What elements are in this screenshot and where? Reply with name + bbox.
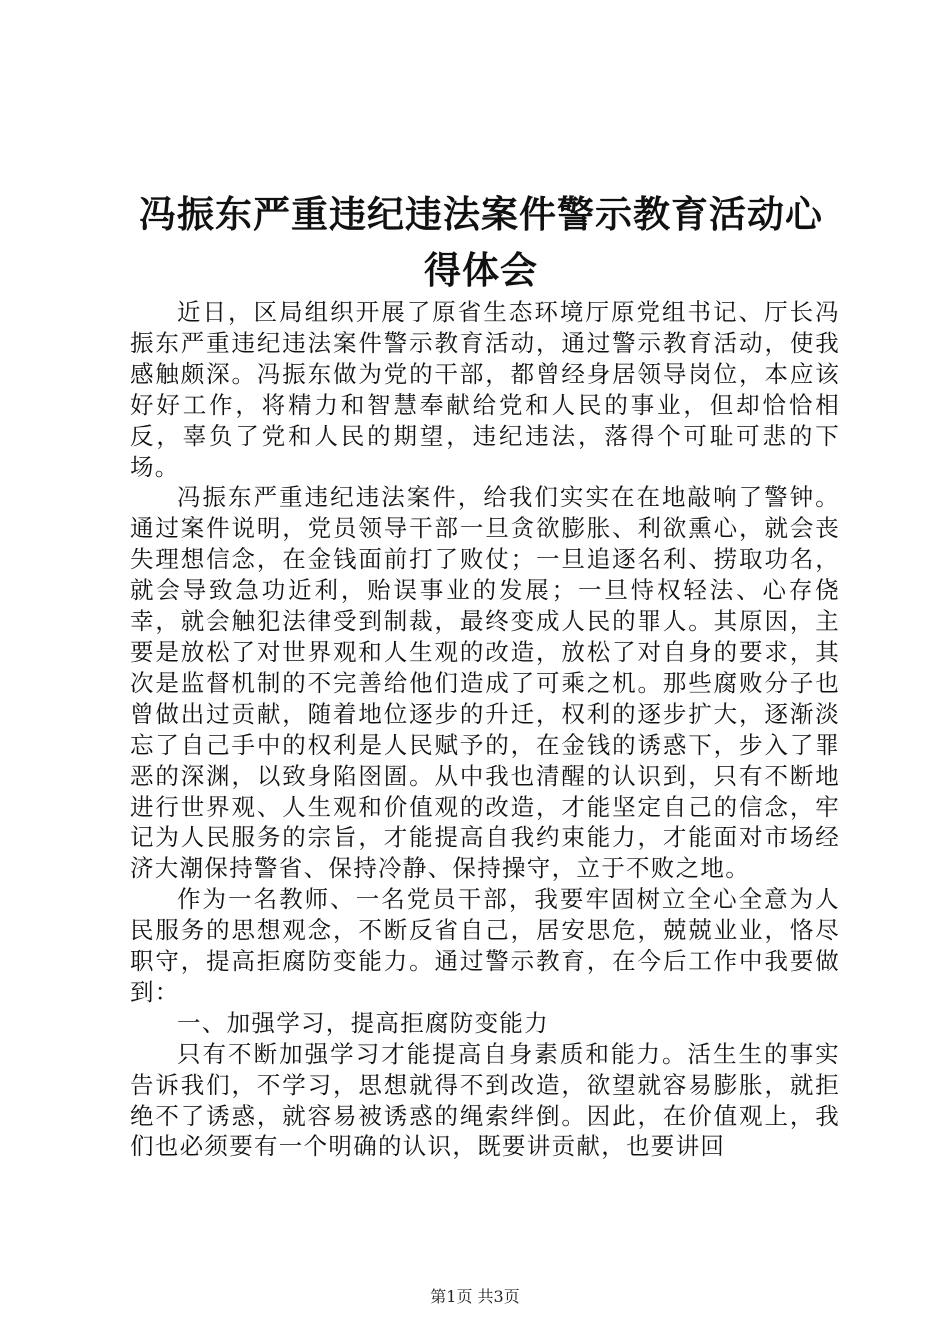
paragraph-case-analysis: 冯振东严重违纪违法案件，给我们实实在在地敲响了警钟。通过案件说明，党员领导干部一旦贪欲膨胀、利欲熏心，就会丧失理想信念，在金钱面前打了败仗；一旦追逐名利、捞取功名，就会导致急功近利，贻误事业的发展；一旦恃权轻法、心存侥幸，就会触犯法律受到制裁，最终变成人民的罪人。其原因，主要是放松了对世界观和人生观的改造，放松了对自身的要求，其次是监督机制的不完善给他们造成了可乘之机。那些腐败分子也曾做出过贡献，随着地位逐步的升迁，权利的逐步扩大，逐渐淡忘了自己手中的权利是人民赋予的，在金钱的诱惑下，步入了罪恶的深渊，以致身陷囹圄。从中我也清醒的认识到，只有不断地进行世界观、人生观和价值观的改造，才能坚定自己的信念，牢记为人民服务的宗旨，才能提高自我约束能力，才能面对市场经济大潮保持警省、保持冷静、保持操守，立于不败之地。 xyxy=(130,483,840,883)
paragraph-intro: 近日，区局组织开展了原省生态环境厅原党组书记、厅长冯振东严重违纪违法案件警示教育活动，通过警示教育活动，使我感触颇深。冯振东做为党的干部，都曾经身居领导岗位，本应该好好工作，将精力和智慧奉献给党和人民的事业，但却恰恰相反，辜负了党和人民的期望，违纪违法，落得个可耻可悲的下场。 xyxy=(130,298,840,481)
document-title: 冯振东严重违纪违法案件警示教育活动心得体会 xyxy=(139,192,823,292)
paragraph-learning: 只有不断加强学习才能提高自身素质和能力。活生生的事实告诉我们，不学习，思想就得不到改造，欲望就容易膨胀，就拒绝不了诱惑，就容易被诱惑的绳索绊倒。因此，在价值观上，我们也必须要有一个明确的认识，既要讲贡献，也要讲回 xyxy=(130,1039,840,1161)
section-heading-1: 一、加强学习，提高拒腐防变能力 xyxy=(177,1008,549,1037)
paragraph-commitment: 作为一名教师、一名党员干部，我要牢固树立全心全意为人民服务的思想观念，不断反省自己，居安思危，兢兢业业，恪尽职守，提高拒腐防变能力。通过警示教育，在今后工作中我要做到： xyxy=(130,885,840,1006)
page-footer: 第1页 共3页 xyxy=(430,1287,520,1306)
document-body xyxy=(130,297,840,1162)
